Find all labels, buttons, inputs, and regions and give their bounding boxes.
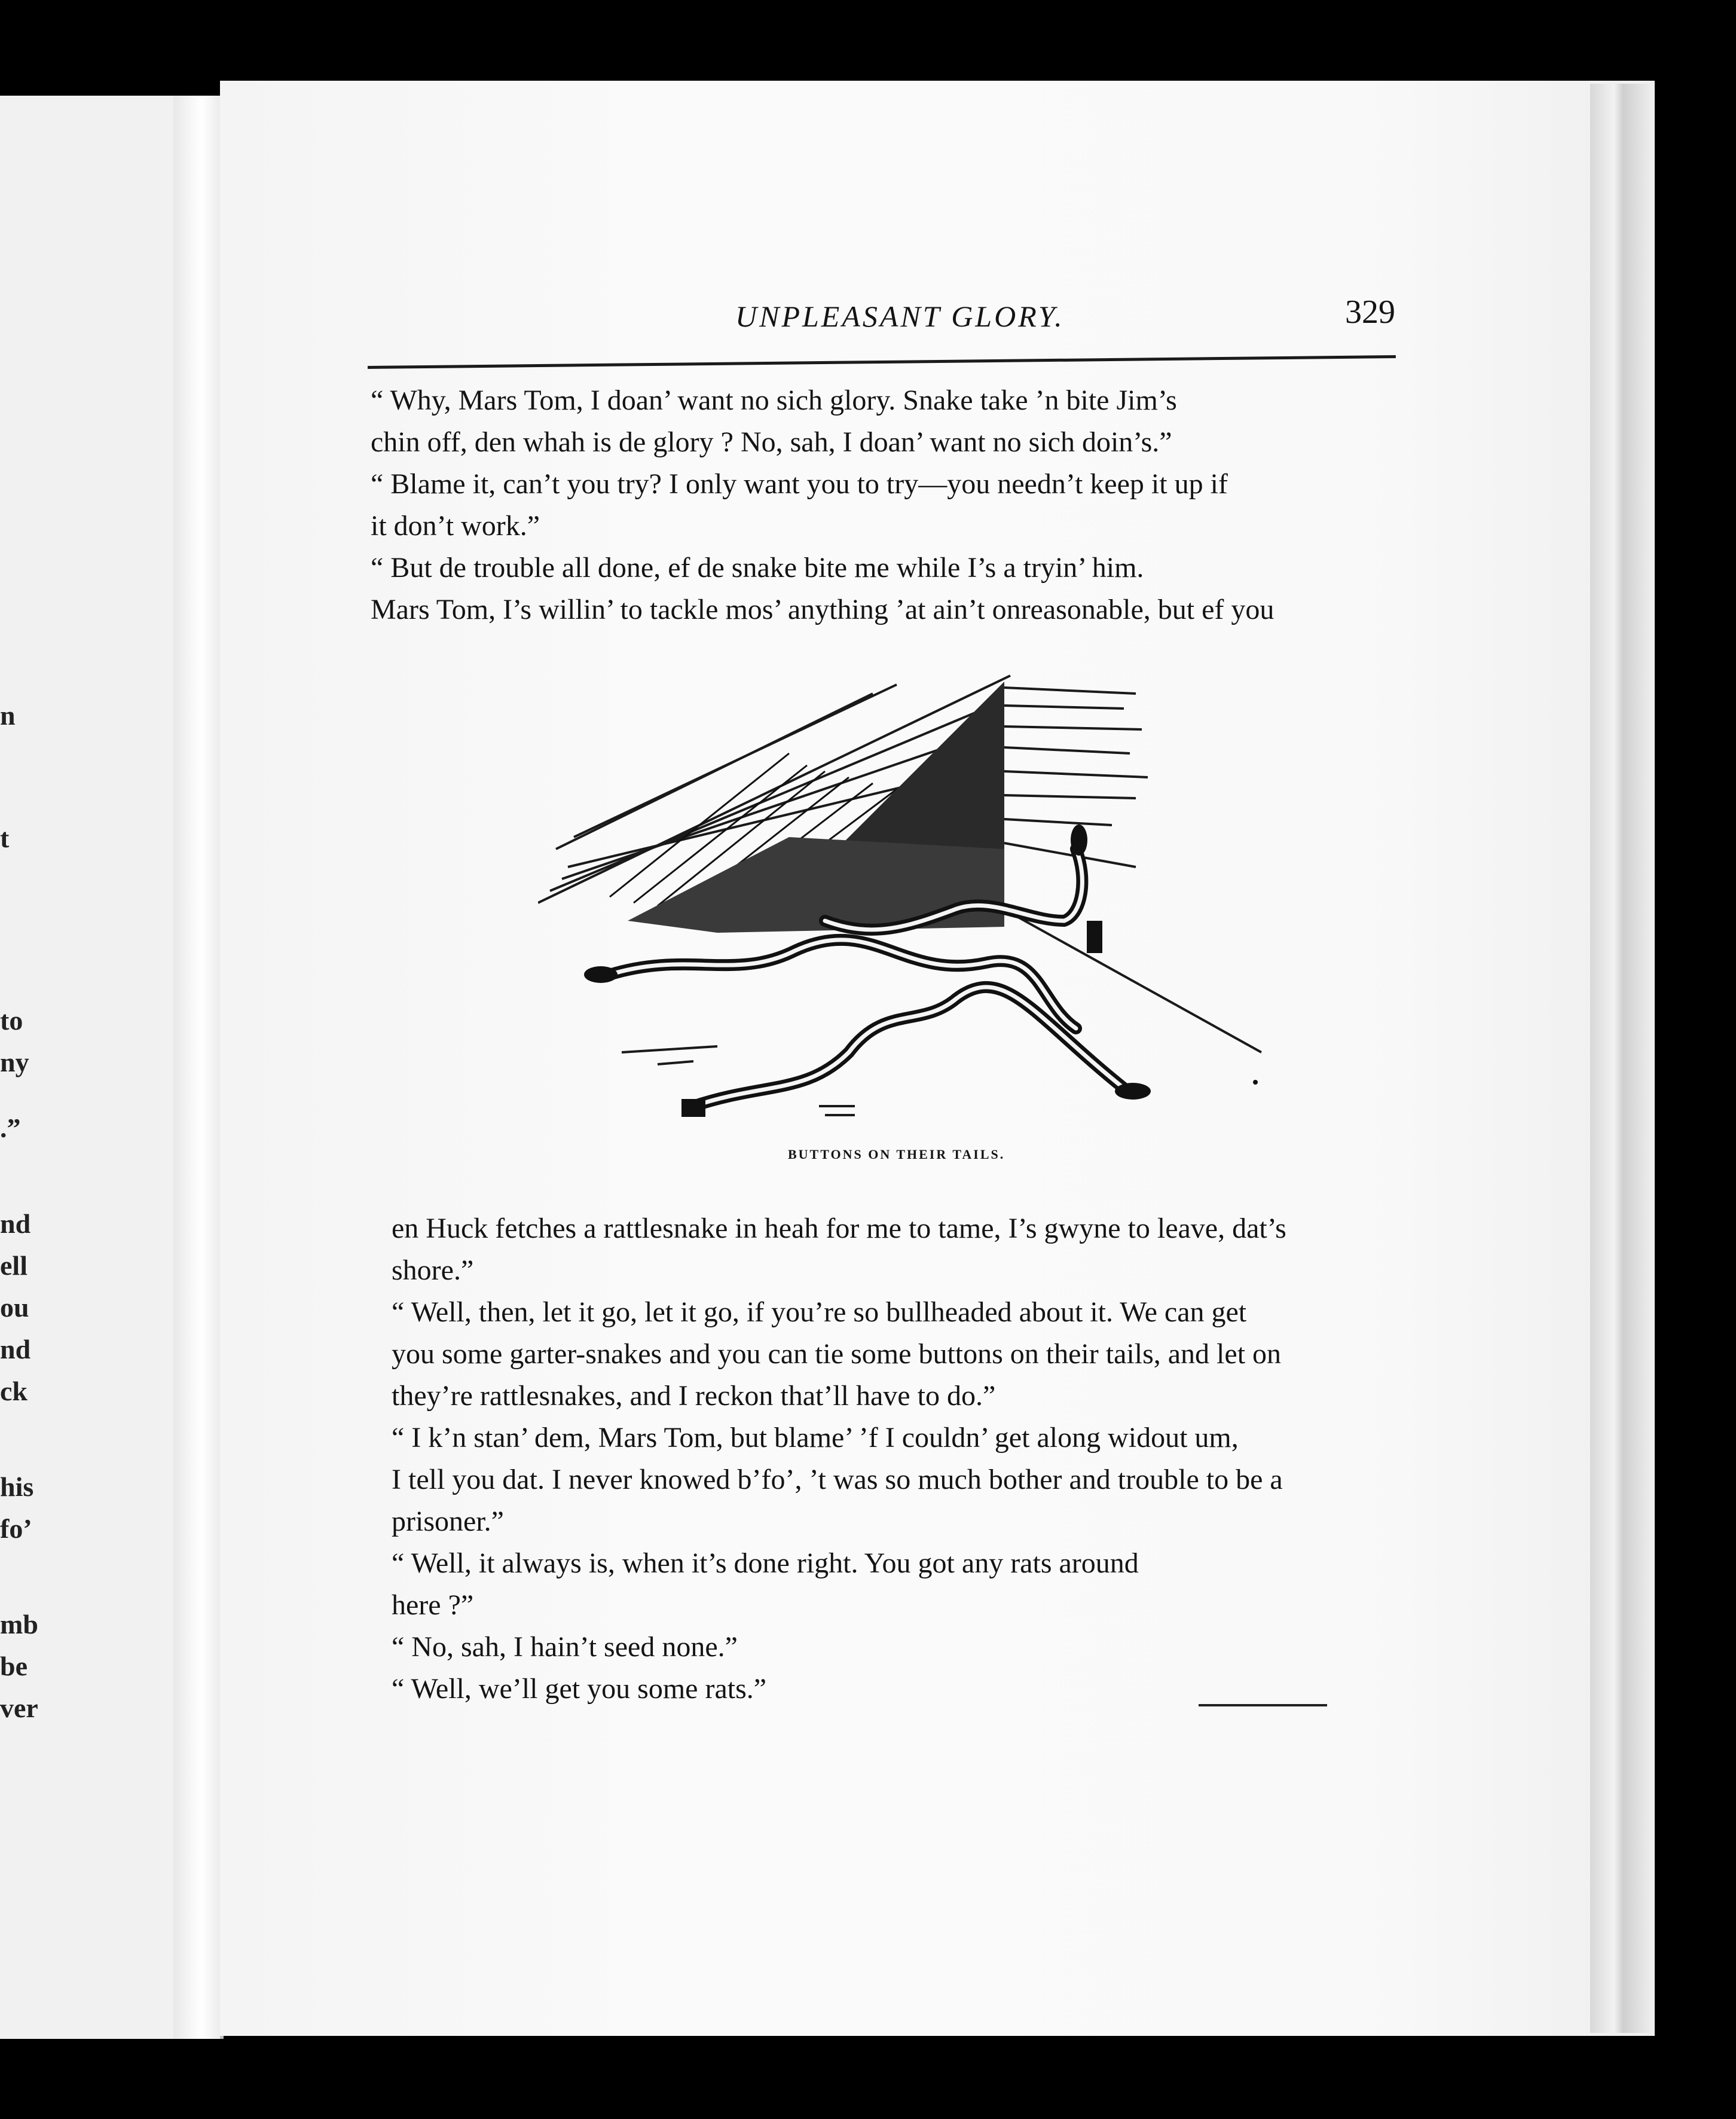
left-page-fragment: t xyxy=(0,823,10,853)
text-line: here ?” xyxy=(392,1589,474,1621)
page-number: 329 xyxy=(1345,294,1395,331)
text-line: shore.” xyxy=(392,1254,474,1286)
text-line: “ Well, it always is, when it’s done right. You got any rats around xyxy=(392,1547,1139,1579)
text-line: en Huck fetches a rattlesnake in heah for me to tame, I’s gwyne to leave, dat’s xyxy=(392,1213,1286,1244)
text-line: “ Blame it, can’t you try? I only want you to try—you needn’t keep it up if xyxy=(371,468,1228,500)
text-line: Mars Tom, I’s willin’ to tackle mos’ anything ’at ain’t onreasonable, but ef you xyxy=(371,594,1275,625)
left-page-fragment: nd xyxy=(0,1334,31,1364)
left-page-fragment: ver xyxy=(0,1693,38,1723)
left-page-fragment: be xyxy=(0,1651,27,1681)
text-line: you some garter-snakes and you can tie some buttons on their tails, and let on xyxy=(392,1338,1282,1370)
left-page-fragment: fo’ xyxy=(0,1513,32,1544)
text-line: I tell you dat. I never knowed b’fo’, ’t was so much bother and trouble to be a xyxy=(392,1464,1283,1495)
text-line: prisoner.” xyxy=(392,1506,504,1537)
text-line: “ But de trouble all done, ef de snake bite me while I’s a tryin’ him. xyxy=(371,552,1144,584)
illustration-caption: BUTTONS ON THEIR TAILS. xyxy=(788,1147,1005,1162)
text-line: “ Why, Mars Tom, I doan’ want no sich glory. Snake take ’n bite Jim’s xyxy=(371,384,1177,416)
left-page-fragment: to xyxy=(0,1005,23,1036)
text-line: chin off, den whah is de glory ? No, sah, I doan’ want no sich doin’s.” xyxy=(371,426,1172,458)
text-line: they’re rattlesnakes, and I reckon that’ll have to do.” xyxy=(392,1380,996,1412)
bottom-text-block xyxy=(392,1208,1286,1710)
end-rule xyxy=(1199,1704,1327,1706)
left-page-fragment: mb xyxy=(0,1609,38,1639)
text-line: “ No, sah, I hain’t seed none.” xyxy=(392,1631,738,1663)
left-page-fragment: .” xyxy=(0,1113,21,1143)
text-line: “ I k’n stan’ dem, Mars Tom, but blame’ ’f I couldn’ get along widout um, xyxy=(392,1422,1239,1454)
text-line: “ Well, we’ll get you some rats.” xyxy=(392,1673,767,1705)
left-page-fragment: ou xyxy=(0,1292,29,1323)
page-edge xyxy=(1590,84,1650,2033)
text-line: it don’t work.” xyxy=(371,510,540,542)
book-gutter xyxy=(173,96,220,2039)
running-title: UNPLEASANT GLORY. xyxy=(735,300,1065,333)
left-page-fragment: nd xyxy=(0,1208,31,1239)
left-page-fragment: n xyxy=(0,700,16,731)
top-text-block xyxy=(371,380,1274,631)
left-page-fragment: ny xyxy=(0,1047,29,1077)
left-page-fragment: ell xyxy=(0,1250,27,1281)
left-page-fragment: ck xyxy=(0,1376,27,1406)
snake-illustration xyxy=(538,670,1273,1136)
text-line: “ Well, then, let it go, let it go, if you’re so bullheaded about it. We can get xyxy=(392,1296,1247,1328)
left-page-fragment: his xyxy=(0,1471,34,1502)
